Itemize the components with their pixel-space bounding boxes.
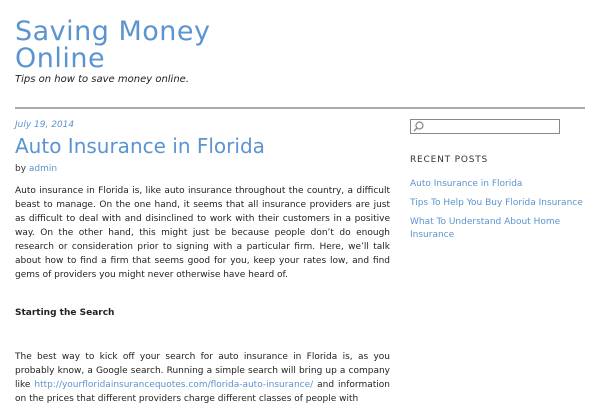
list-item [410,178,590,191]
post-date[interactable]: July 19, 2014 [15,120,75,130]
section-heading: Starting the Search [15,308,115,318]
post-content [15,184,390,282]
site-title[interactable]: Saving Money Online [15,16,211,74]
recent-posts-list [410,178,590,248]
quotes-link[interactable]: http://yourfloridainsurancequotes.com/florida-auto-insurance/ [34,380,314,390]
byline [15,164,57,174]
post-title[interactable]: Auto Insurance in Florida [15,134,265,158]
header-divider [15,107,585,109]
byline-label: by [15,164,27,174]
post-paragraph: Auto insurance in Florida is, like auto insurance throughout the country, a difficult beast to manage. On the one hand, it seems that all insurance providers are just as difficult to deal with and disinclined to work with their customers in a positive way. On the other hand, this might just be because people don’t do enough research or consideration prior to signing with a particular firm. Here, we’ll talk about how to find a firm that seems good for you, keep your rates low, and find gems of providers you might never otherwise have heard of. [15,186,390,280]
site-tagline: Tips on how to save money online. [15,74,190,85]
post-paragraph-2 [15,350,390,406]
list-item [410,216,590,242]
recent-post-link[interactable]: Tips To Help You Buy Florida Insurance [410,198,583,208]
recent-post-link[interactable]: Auto Insurance in Florida [410,179,523,189]
paragraph-text: and information on the prices that different providers charge different classes of people with [15,380,390,404]
paragraph-text: The best way to kick off your search for auto insurance in Florida is, as you probably know, a Google search. Running a simple search will bring up a company like [15,352,390,390]
author-link[interactable]: admin [28,164,58,174]
recent-post-link[interactable]: What To Understand About Home Insurance [410,217,561,240]
list-item [410,197,590,210]
search-icon [413,121,425,132]
recent-posts-heading: RECENT POSTS [410,155,489,165]
search-input[interactable] [410,119,560,134]
